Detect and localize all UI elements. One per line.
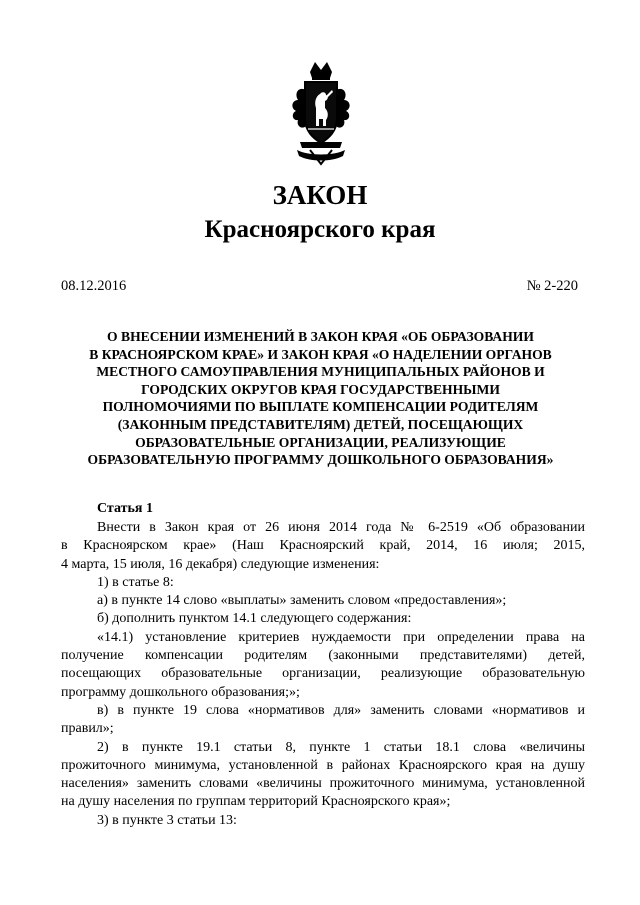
- body-line: 1) в статье 8:: [97, 574, 174, 590]
- body-line: получение компенсации родителям (законными представителями) детей,: [61, 648, 585, 664]
- body-line: населения» заменить словами «величины прожиточного минимума, установленной: [61, 776, 585, 792]
- body-line: Внести в Закон края от 26 июня 2014 года № 6-2519 «Об образовании: [97, 520, 585, 535]
- law-title: ЗАКОН: [272, 180, 368, 210]
- body-line: правил»;: [61, 721, 114, 737]
- article-heading: Статья 1: [97, 501, 153, 516]
- subject-line: ОБРАЗОВАТЕЛЬНУЮ ПРОГРАММУ ДОШКОЛЬНОГО ОБРАЗОВАНИЯ»: [87, 452, 554, 468]
- body-line: на душу населения по группам территорий Красноярского края»;: [61, 794, 451, 810]
- body-line: «14.1) установление критериев нуждаемости при определении права на: [97, 629, 585, 645]
- subject-line: МЕСТНОГО САМОУПРАВЛЕНИЯ МУНИЦИПАЛЬНЫХ РАЙОНОВ И: [96, 364, 545, 380]
- body-line: программу дошкольного образования;»;: [61, 684, 300, 700]
- body-line: в) в пункте 19 слова «нормативов для» заменить словами «нормативов и: [97, 702, 585, 718]
- body-line: в Красноярском крае» (Наш Красноярский край, 2014, 16 июля; 2015,: [61, 538, 585, 554]
- body-line: посещающих образовательные организации, реализующие образовательную: [61, 666, 585, 682]
- body-line: 3) в пункте 3 статьи 13:: [97, 812, 237, 828]
- subject-line: ОБРАЗОВАТЕЛЬНЫЕ ОРГАНИЗАЦИИ, РЕАЛИЗУЮЩИЕ: [135, 434, 506, 450]
- subject-line: В КРАСНОЯРСКОМ КРАЕ» И ЗАКОН КРАЯ «О НАДЕЛЕНИИ ОРГАНОВ: [89, 346, 552, 362]
- law-number: № 2-220: [526, 278, 578, 294]
- body-line: б) дополнить пунктом 14.1 следующего содержания:: [97, 611, 412, 627]
- law-subject: [58, 328, 583, 469]
- article-body: [61, 519, 585, 830]
- body-line: прожиточного минимума, установленной в районах Красноярского края на душу: [61, 757, 585, 773]
- subject-line: ПОЛНОМОЧИЯМИ ПО ВЫПЛАТЕ КОМПЕНСАЦИИ РОДИТЕЛЯМ: [102, 399, 539, 415]
- coat-of-arms-icon: [288, 56, 354, 166]
- subject-line: ГОРОДСКИХ ОКРУГОВ КРАЯ ГОСУДАРСТВЕННЫМИ: [141, 381, 500, 397]
- law-date: 08.12.2016: [61, 278, 127, 294]
- law-region: Красноярского края: [204, 216, 436, 243]
- body-line: 4 марта, 15 июля, 16 декабря) следующие изменения:: [61, 556, 380, 572]
- body-line: 2) в пункте 19.1 статьи 8, пункте 1 статьи 18.1 слова «величины: [97, 739, 585, 755]
- subject-line: (ЗАКОННЫМ ПРЕДСТАВИТЕЛЯМ) ДЕТЕЙ, ПОСЕЩАЮЩИХ: [117, 416, 524, 432]
- body-line: а) в пункте 14 слово «выплаты» заменить словом «предоставления»;: [97, 593, 507, 609]
- subject-line: О ВНЕСЕНИИ ИЗМЕНЕНИЙ В ЗАКОН КРАЯ «ОБ ОБРАЗОВАНИИ: [107, 329, 534, 344]
